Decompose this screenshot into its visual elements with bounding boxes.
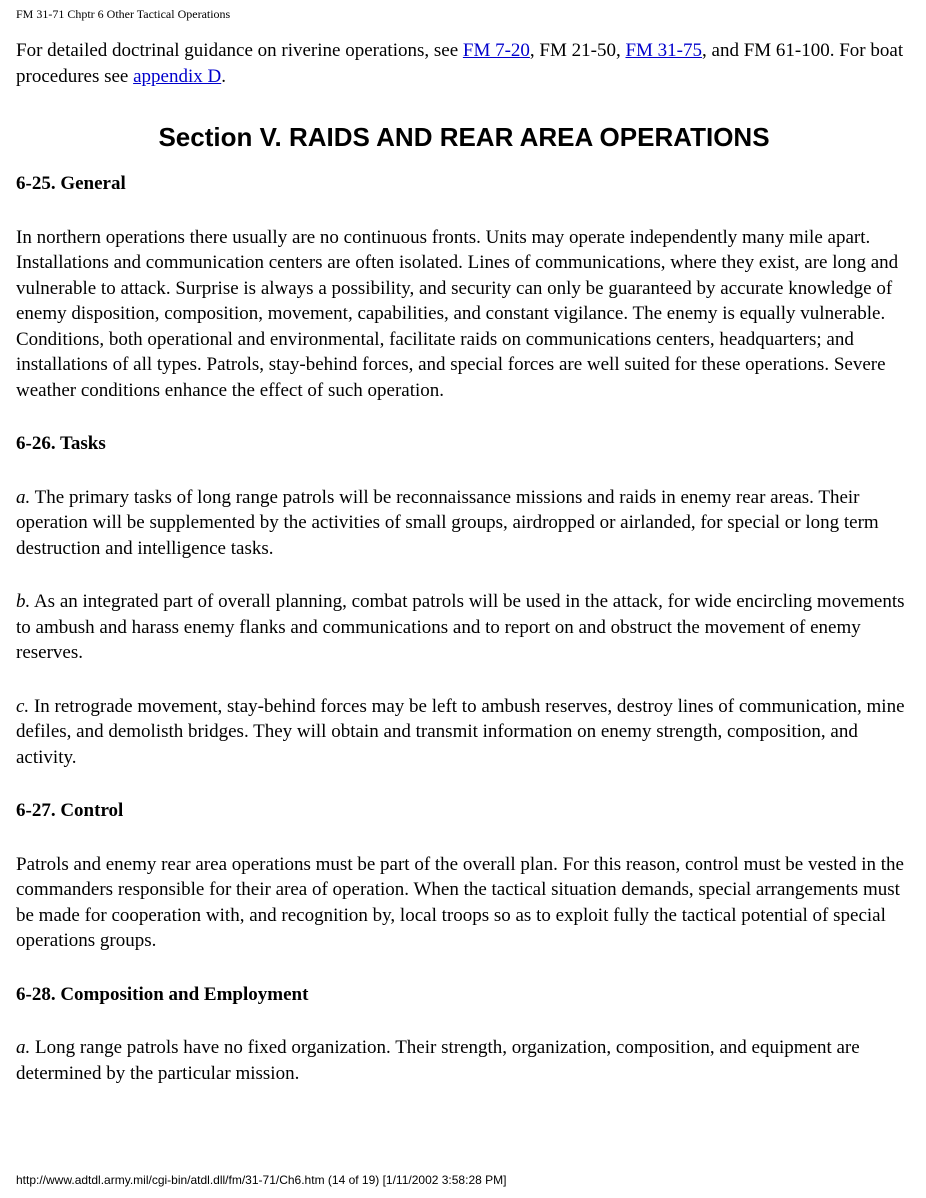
paragraph-6-26-a xyxy=(16,485,912,562)
document-body xyxy=(16,38,912,1086)
subparagraph-text-c: In retrograde movement, stay-behind forces may be left to ambush reserves, destroy lines of communication, mine defiles, and demolisth bridges. They will obtain and transmit information on enemy strength, composition, and activity. xyxy=(16,695,905,768)
intro-text-4: . xyxy=(221,65,226,87)
heading-6-26: 6-26. Tasks xyxy=(16,433,106,454)
paragraph-6-26-c xyxy=(16,694,912,771)
paragraph-6-28-a xyxy=(16,1035,912,1086)
section-title: Section V. RAIDS AND REAR AREA OPERATIONS xyxy=(158,122,770,152)
page-footer-source-url: http://www.adtdl.army.mil/cgi-bin/atdl.dll/fm/31-71/Ch6.htm (14 of 19) [1/11/2002 3:58:28 PM] xyxy=(16,1173,507,1187)
heading-6-27: 6-27. Control xyxy=(16,800,124,821)
subparagraph-text-a: The primary tasks of long range patrols will be reconnaissance missions and raids in enemy rear areas. Their operation will be supplemented by the activities of small groups, airdropped or airlanded, for special or long term destruction and intelligence tasks. xyxy=(16,486,879,559)
subparagraph-text-a: Long range patrols have no fixed organization. Their strength, organization, composition, and equipment are determined by the particular mission. xyxy=(16,1037,860,1084)
heading-6-28: 6-28. Composition and Employment xyxy=(16,983,309,1005)
subparagraph-text-b: As an integrated part of overall planning, combat patrols will be used in the attack, for wide encircling movements to ambush and harass enemy flanks and communications and to report on and obstruct the movement of enemy reserves. xyxy=(16,591,905,663)
link-fm-7-20[interactable]: FM 7-20 xyxy=(462,40,530,61)
heading-6-25: 6-25. General xyxy=(16,173,126,194)
running-header: FM 31-71 Chptr 6 Other Tactical Operations xyxy=(16,7,231,21)
intro-paragraph xyxy=(16,38,912,89)
subparagraph-label-a: a. xyxy=(16,486,31,508)
intro-text-2: , FM 21-50, xyxy=(529,40,626,61)
intro-text-3: , and FM 61-100. For boat procedures see xyxy=(16,40,904,87)
intro-text-1: For detailed doctrinal guidance on riverine operations, see xyxy=(16,40,463,61)
link-appendix-d[interactable]: appendix D xyxy=(133,65,222,87)
link-fm-31-75[interactable]: FM 31-75 xyxy=(625,40,703,61)
subparagraph-label-c: c. xyxy=(16,695,30,717)
subparagraph-label-b: b. xyxy=(16,591,31,612)
subparagraph-label-a: a. xyxy=(16,1037,31,1058)
paragraph-6-27-body: Patrols and enemy rear area operations must be part of the overall plan. For this reason, control must be vested in the commanders responsible for their area of operation. When the tactical situation demands, special arrangements must be made for cooperation with, and recognition by, local troops so as to exploit fully the tactical potential of special operations groups. xyxy=(16,853,904,951)
paragraph-6-26-b xyxy=(16,589,912,666)
paragraph-6-25-body: In northern operations there usually are no continuous fronts. Units may operate independently many mile apart. Installations and communication centers are often isolated. Lines of communications, where they exist, are long and vulnerable to attack. Surprise is always a possibility, and security can only be guaranteed by accurate knowledge of enemy disposition, composition, movement, capabilities, and constant vigilance. The enemy is equally vulnerable. Conditions, both operational and environmental, facilitate raids on communications centers, headquarters; and installations of all types. Patrols, stay-behind forces, and special forces are well suited for these operations. Severe weather conditions enhance the effect of such operation. xyxy=(16,226,899,401)
